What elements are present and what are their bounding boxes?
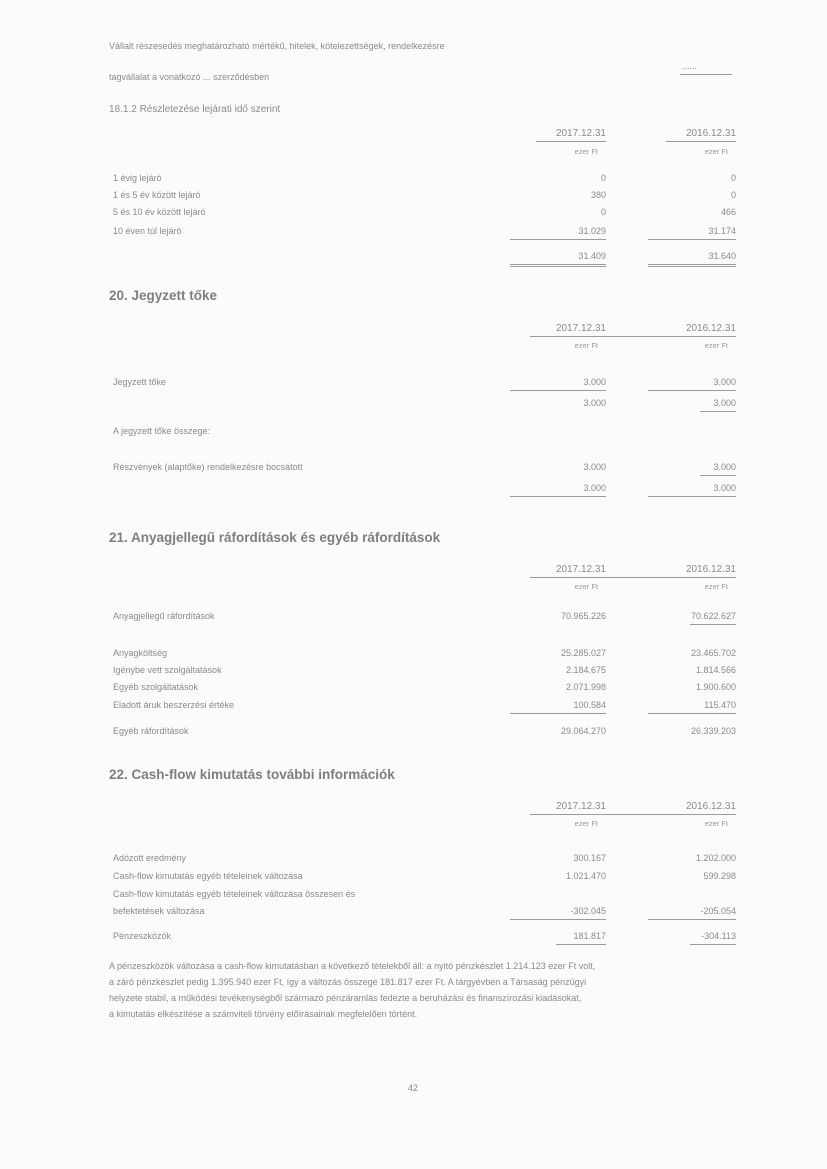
section-b-col-rule (530, 336, 736, 337)
section-b-col-2: 2016.12.31 (685, 323, 736, 334)
section-d-heading: 22. Cash-flow kimutatás további információk (109, 767, 395, 782)
section-c-row-v1: 100.584 (573, 700, 606, 710)
section-d-sum-rule-1 (510, 919, 606, 920)
section-b-row-v1: 3.000 (583, 377, 606, 387)
section-a-col-2: 2016.12.31 (685, 128, 736, 139)
section-a-row-label: 5 és 10 év között lejáró (113, 207, 206, 217)
section-a-row-v2: 466 (720, 207, 736, 217)
section-c-unit-1: ezer Ft (574, 582, 598, 591)
section-d-row-label: Cash-flow kimutatás egyéb tételeinek változása összesen és (113, 889, 356, 899)
section-c-bottom-v2: 26.339.203 (690, 726, 736, 736)
section-a-row-v2: 31.174 (708, 226, 736, 236)
section-a-total-v1: 31.409 (578, 251, 606, 261)
section-b-subtotal-rule (700, 411, 736, 412)
section-c-sum-rule-2 (648, 713, 736, 714)
section-b-row-label: Jegyzett tőke (113, 377, 167, 387)
section-c-row-v2: 23.465.702 (690, 648, 736, 658)
section-a-sum-rule-1 (510, 239, 606, 240)
section-c-sum-rule-1 (510, 713, 606, 714)
section-c-heading: 21. Anyagjellegű ráfordítások és egyéb ráfordítások (109, 530, 441, 545)
section-a-row-v1: 31.029 (578, 226, 606, 236)
section-a-unit-2: ezer Ft (704, 147, 728, 156)
section-d-col-2: 2016.12.31 (685, 801, 736, 812)
closing-line: A pénzeszközök változása a cash-flow kimutatásban a következő tételekből áll: a nyitó pénzkészlet 1.214.123 ezer Ft volt, (109, 961, 596, 971)
intro-rule (680, 74, 732, 75)
section-b-heading: 20. Jegyzett tőke (109, 288, 218, 303)
section-d-sum-rule-2 (648, 919, 736, 920)
section-c-top-rule (690, 624, 736, 625)
section-d-unit-2: ezer Ft (704, 819, 728, 828)
section-c-col-1: 2017.12.31 (555, 564, 606, 575)
closing-paragraph (109, 958, 735, 1022)
section-c-row-v2: 1.814.566 (695, 665, 736, 675)
section-b-row-v1: 3.000 (583, 462, 606, 472)
section-d-total-rule-1 (556, 944, 606, 945)
intro-line-2-right: ...... (682, 61, 698, 71)
section-c-row-label: Egyéb szolgáltatások (113, 682, 199, 692)
closing-line: a záró pénzkészlet pedig 1.395.940 ezer Ft, így a változás összege 181.817 ezer Ft. A tárgyévben a Társaság pénzügyi (109, 977, 587, 987)
section-a-row-label: 1 és 5 év között lejáró (113, 190, 201, 200)
section-c-bottom-label: Egyéb ráfordítások (113, 726, 189, 736)
section-a-sum-rule-2 (648, 239, 736, 240)
page-number: 42 (408, 1083, 419, 1093)
section-a-row-v2: 0 (730, 173, 736, 183)
section-d-row-v1: 300.167 (573, 853, 606, 863)
section-a-total-rule-2 (648, 264, 736, 267)
section-a-row-v1: 0 (600, 207, 606, 217)
section-d-total-rule-2 (690, 944, 736, 945)
section-d-row-v2: 599.298 (703, 871, 736, 881)
section-d-row-label: Adózott eredmény (113, 853, 187, 863)
section-a-row-v1: 0 (600, 173, 606, 183)
section-c-row-label: Anyagköltség (113, 648, 168, 658)
section-b-sub-rule-2 (648, 390, 736, 391)
section-b-unit-2: ezer Ft (704, 341, 728, 350)
section-b-row2-rule (700, 475, 736, 476)
section-b-row-label: Részvények (alaptőke) rendelkezésre bocsátott (113, 462, 303, 472)
section-c-row-v1: 25.285.027 (560, 648, 606, 658)
intro-line-1: Vállalt részesedés meghatározható mértékű, hitelek, kötelezettségek, rendelkezésre (109, 41, 445, 51)
section-d-unit-1: ezer Ft (574, 819, 598, 828)
closing-line: a kimutatás elkészítése a számviteli törvény előírásainak megfelelően történt. (109, 1009, 418, 1019)
section-a-total-rule-1 (510, 264, 606, 267)
section-b-unit-1: ezer Ft (574, 341, 598, 350)
section-a-unit-1: ezer Ft (574, 147, 598, 156)
section-c-row-v1: 2.071.998 (565, 682, 606, 692)
section-b-total-v2: 3.000 (713, 483, 736, 493)
section-a-row-v1: 380 (590, 190, 606, 200)
section-b-note: A jegyzett tőke összege: (113, 426, 211, 436)
section-b-total-v1: 3.000 (583, 483, 606, 493)
section-b-total-rule-1 (510, 496, 606, 497)
section-c-unit-2: ezer Ft (704, 582, 728, 591)
section-b-subtotal-v1: 3.000 (583, 398, 606, 408)
section-d-total-label: Pénzeszközök (113, 931, 172, 941)
section-c-row-label: Igénybe vett szolgáltatások (113, 665, 222, 675)
section-a-total-v2: 31.640 (708, 251, 736, 261)
section-b-sub-rule-1 (510, 390, 606, 391)
intro-line-2: tagvállalat a vonatkozó ... szerződésben (109, 72, 270, 82)
section-a-heading: 18.1.2 Részletezése lejárati idő szerint (109, 104, 281, 115)
section-d-row-label: Cash-flow kimutatás egyéb tételeinek változása (113, 871, 303, 881)
section-a-row-label: 1 évig lejáró (113, 173, 162, 183)
section-b-total-rule-2 (648, 496, 736, 497)
section-c-row-v2: 1.900.600 (695, 682, 736, 692)
section-d-row-v1: -302.045 (570, 906, 606, 916)
section-d-row-v1: 1.021.470 (565, 871, 606, 881)
section-c-top-label: Anyagjellegű ráfordítások (113, 611, 215, 621)
section-c-bottom-v1: 29.064.270 (560, 726, 606, 736)
section-c-top-v2: 70.622.627 (690, 611, 736, 621)
section-a-row-label: 10 éven túl lejáró (113, 226, 182, 236)
section-c-col-2: 2016.12.31 (685, 564, 736, 575)
section-d-row-v2: 1.202.000 (695, 853, 736, 863)
section-b-subtotal-v2: 3.000 (713, 398, 736, 408)
section-c-row-v2: 115.470 (704, 700, 736, 710)
section-d-row-v2: -205.054 (700, 906, 736, 916)
section-a-row-v2: 0 (730, 190, 736, 200)
section-b-row-v2: 3.000 (713, 377, 736, 387)
section-d-total-v2: -304.113 (701, 931, 736, 941)
section-c-col-rule (530, 577, 736, 578)
section-c-top-v1: 70.965.226 (560, 611, 606, 621)
closing-line: helyzete stabil, a működési tevékenységből származó pénzáramlás fedezte a beruházási és finanszírozási kiadásokat, (109, 993, 582, 1003)
section-d-row-label-cont: befektetések változása (113, 906, 205, 916)
section-b-row-v2: 3.000 (713, 462, 736, 472)
section-a-col-1: 2017.12.31 (555, 128, 606, 139)
section-b-col-1: 2017.12.31 (555, 323, 606, 334)
section-d-total-v1: 181.817 (573, 931, 606, 941)
section-c-row-v1: 2.184.675 (565, 665, 606, 675)
section-d-col-1: 2017.12.31 (555, 801, 606, 812)
section-a-col-1-rule (536, 141, 606, 142)
section-c-row-label: Eladott áruk beszerzési értéke (113, 700, 235, 710)
section-d-col-rule (530, 814, 736, 815)
section-a-col-2-rule (666, 141, 736, 142)
